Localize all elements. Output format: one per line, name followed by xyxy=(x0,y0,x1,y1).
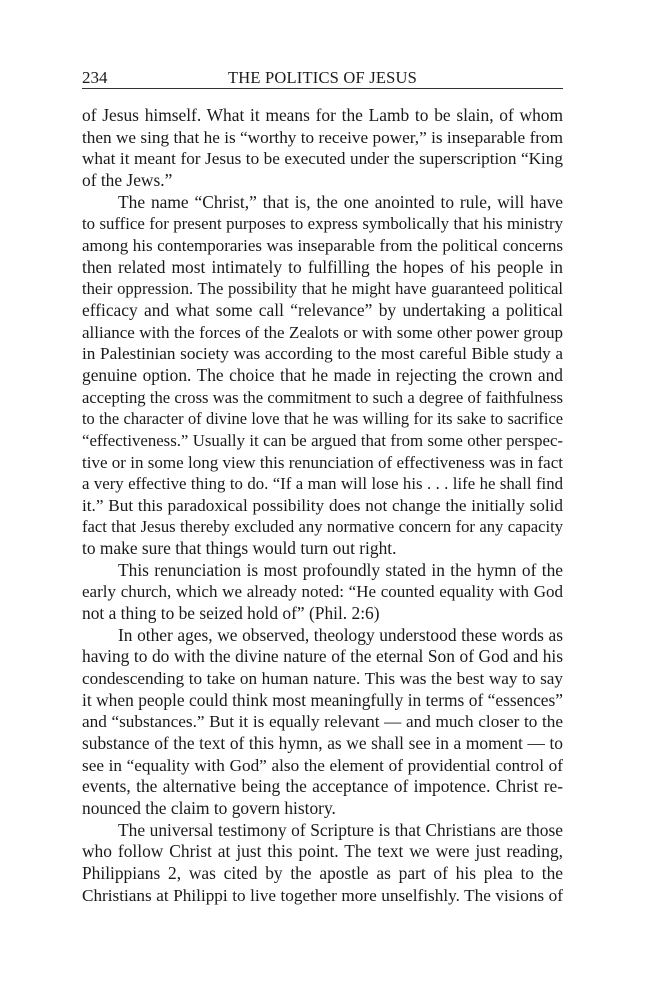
paragraph xyxy=(82,192,563,560)
text-line: nounced the claim to govern history. xyxy=(82,798,336,818)
paragraph xyxy=(82,105,563,192)
text-line: it.” But this paradoxical possibility does not change the initially solid xyxy=(82,495,563,515)
text-line: Christians at Philippi to live together more unselfishly. The visions of xyxy=(82,885,563,905)
text-line: Philippians 2, was cited by the apostle as part of his plea to the xyxy=(82,862,563,883)
text-line: accepting the cross was the commitment to such a degree of faithfulness xyxy=(82,387,563,407)
text-line: having to do with the divine nature of the eternal Son of God and his xyxy=(82,646,563,667)
text-line: then related most intimately to fulfilling the hopes of his people in xyxy=(82,256,563,277)
text-line: to suffice for present purposes to express symbolically that his ministry xyxy=(82,214,563,234)
paragraph xyxy=(82,625,563,820)
text-line: In other ages, we observed, theology understood these words as xyxy=(118,624,563,645)
text-line: not a thing to be seized hold of” (Phil. 2:6) xyxy=(82,603,380,624)
text-line: “effectiveness.” Usually it can be argued that from some other perspec- xyxy=(82,430,563,450)
text-line: and “substances.” But it is equally relevant — and much closer to the xyxy=(82,712,563,732)
text-line: it when people could think most meaningfully in terms of “essences” xyxy=(82,689,563,710)
text-line: The universal testimony of Scripture is that Christians are those xyxy=(118,819,563,840)
text-line: of the Jews.” xyxy=(82,169,173,190)
text-line: a very effective thing to do. “If a man will lose his . . . life he shall find xyxy=(82,474,563,494)
text-line: to the character of divine love that he was willing for its sake to sacrifice xyxy=(82,409,563,429)
body-text xyxy=(82,105,563,906)
text-line: fact that Jesus thereby excluded any normative concern for any capacity xyxy=(82,517,563,537)
text-line: condescending to take on human nature. This was the best way to say xyxy=(82,669,563,689)
text-line: to make sure that things would turn out right. xyxy=(82,538,397,559)
page-header xyxy=(82,68,563,89)
text-line: of Jesus himself. What it means for the Lamb to be slain, of whom xyxy=(82,105,563,125)
paragraph xyxy=(82,560,563,625)
page-number: 234 xyxy=(82,68,108,87)
text-line: early church, which we already noted: “He counted equality with God xyxy=(82,582,563,602)
text-line: efficacy and what some call “relevance” by undertaking a political xyxy=(82,299,563,320)
text-line: in Palestinian society was according to the most careful Bible study a xyxy=(82,344,563,364)
text-line: This renunciation is most profoundly stated in the hymn of the xyxy=(118,559,563,580)
text-line: The name “Christ,” that is, the one anointed to rule, will have xyxy=(118,191,563,212)
text-line: events, the alternative being the acceptance of impotence. Christ re- xyxy=(82,776,563,797)
text-line: their oppression. The possibility that he might have guaranteed political xyxy=(82,279,563,299)
text-line: tive or in some long view this renunciation of effectiveness was in fact xyxy=(82,452,563,472)
text-line: substance of the text of this hymn, as we shall see in a moment — to xyxy=(82,733,563,754)
text-line: then we sing that he is “worthy to receive power,” is inseparable from xyxy=(82,127,563,147)
text-line: genuine option. The choice that he made in rejecting the crown and xyxy=(82,364,563,385)
text-line: among his contemporaries was inseparable from the political concerns xyxy=(82,235,563,255)
running-title: THE POLITICS OF JESUS xyxy=(228,68,417,87)
text-line: see in “equality with God” also the element of providential control of xyxy=(82,755,563,775)
text-line: what it meant for Jesus to be executed under the superscription “King xyxy=(82,149,563,169)
text-line: who follow Christ at just this point. The text we were just reading, xyxy=(82,841,563,862)
text-line: alliance with the forces of the Zealots or with some other power group xyxy=(82,322,563,342)
paragraph xyxy=(82,820,563,907)
